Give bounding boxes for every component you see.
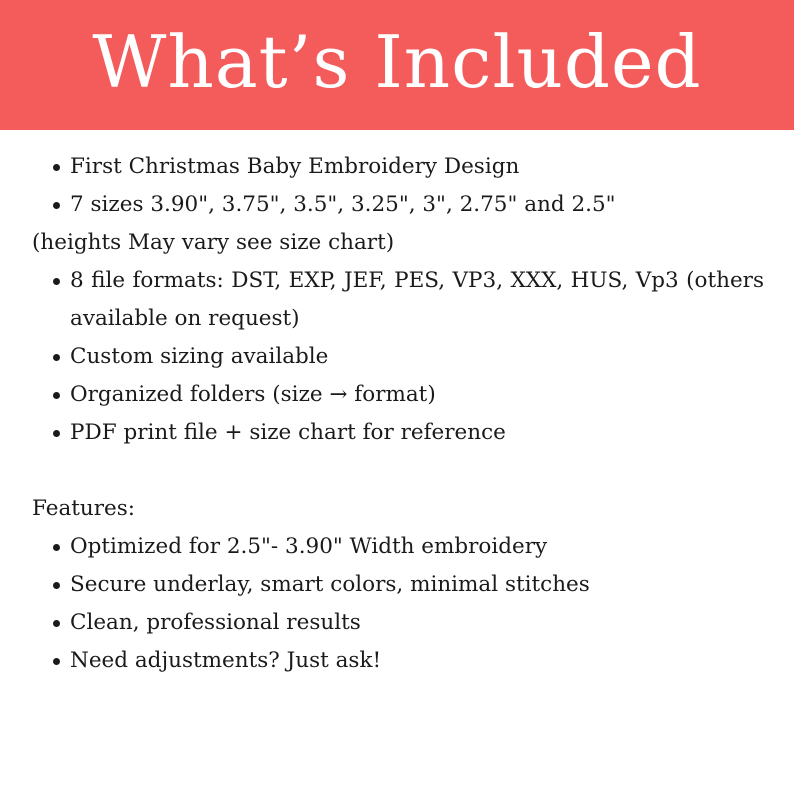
- list-item: 8 file formats: DST, EXP, JEF, PES, VP3, XXX, HUS, Vp3 (others available on request): [32, 262, 764, 338]
- title-banner: [0, 0, 794, 130]
- included-list-a: [32, 148, 764, 224]
- page-title: What’s Included: [92, 20, 702, 104]
- list-item: 7 sizes 3.90", 3.75", 3.5", 3.25", 3", 2.75" and 2.5": [32, 186, 764, 224]
- features-list: [32, 528, 764, 680]
- list-item: Optimized for 2.5"- 3.90" Width embroidery: [32, 528, 764, 566]
- features-heading: Features:: [32, 496, 136, 521]
- list-item: Secure underlay, smart colors, minimal stitches: [32, 566, 764, 604]
- list-item: Need adjustments? Just ask!: [32, 642, 764, 680]
- content-area: [32, 148, 764, 680]
- section-spacer: [32, 452, 764, 490]
- included-list-b: [32, 262, 764, 452]
- list-item: Custom sizing available: [32, 338, 764, 376]
- list-item: PDF print file + size chart for reference: [32, 414, 764, 452]
- list-item: First Christmas Baby Embroidery Design: [32, 148, 764, 186]
- list-item: Clean, professional results: [32, 604, 764, 642]
- size-note: (heights May vary see size chart): [32, 230, 395, 255]
- list-item: Organized folders (size → format): [32, 376, 764, 414]
